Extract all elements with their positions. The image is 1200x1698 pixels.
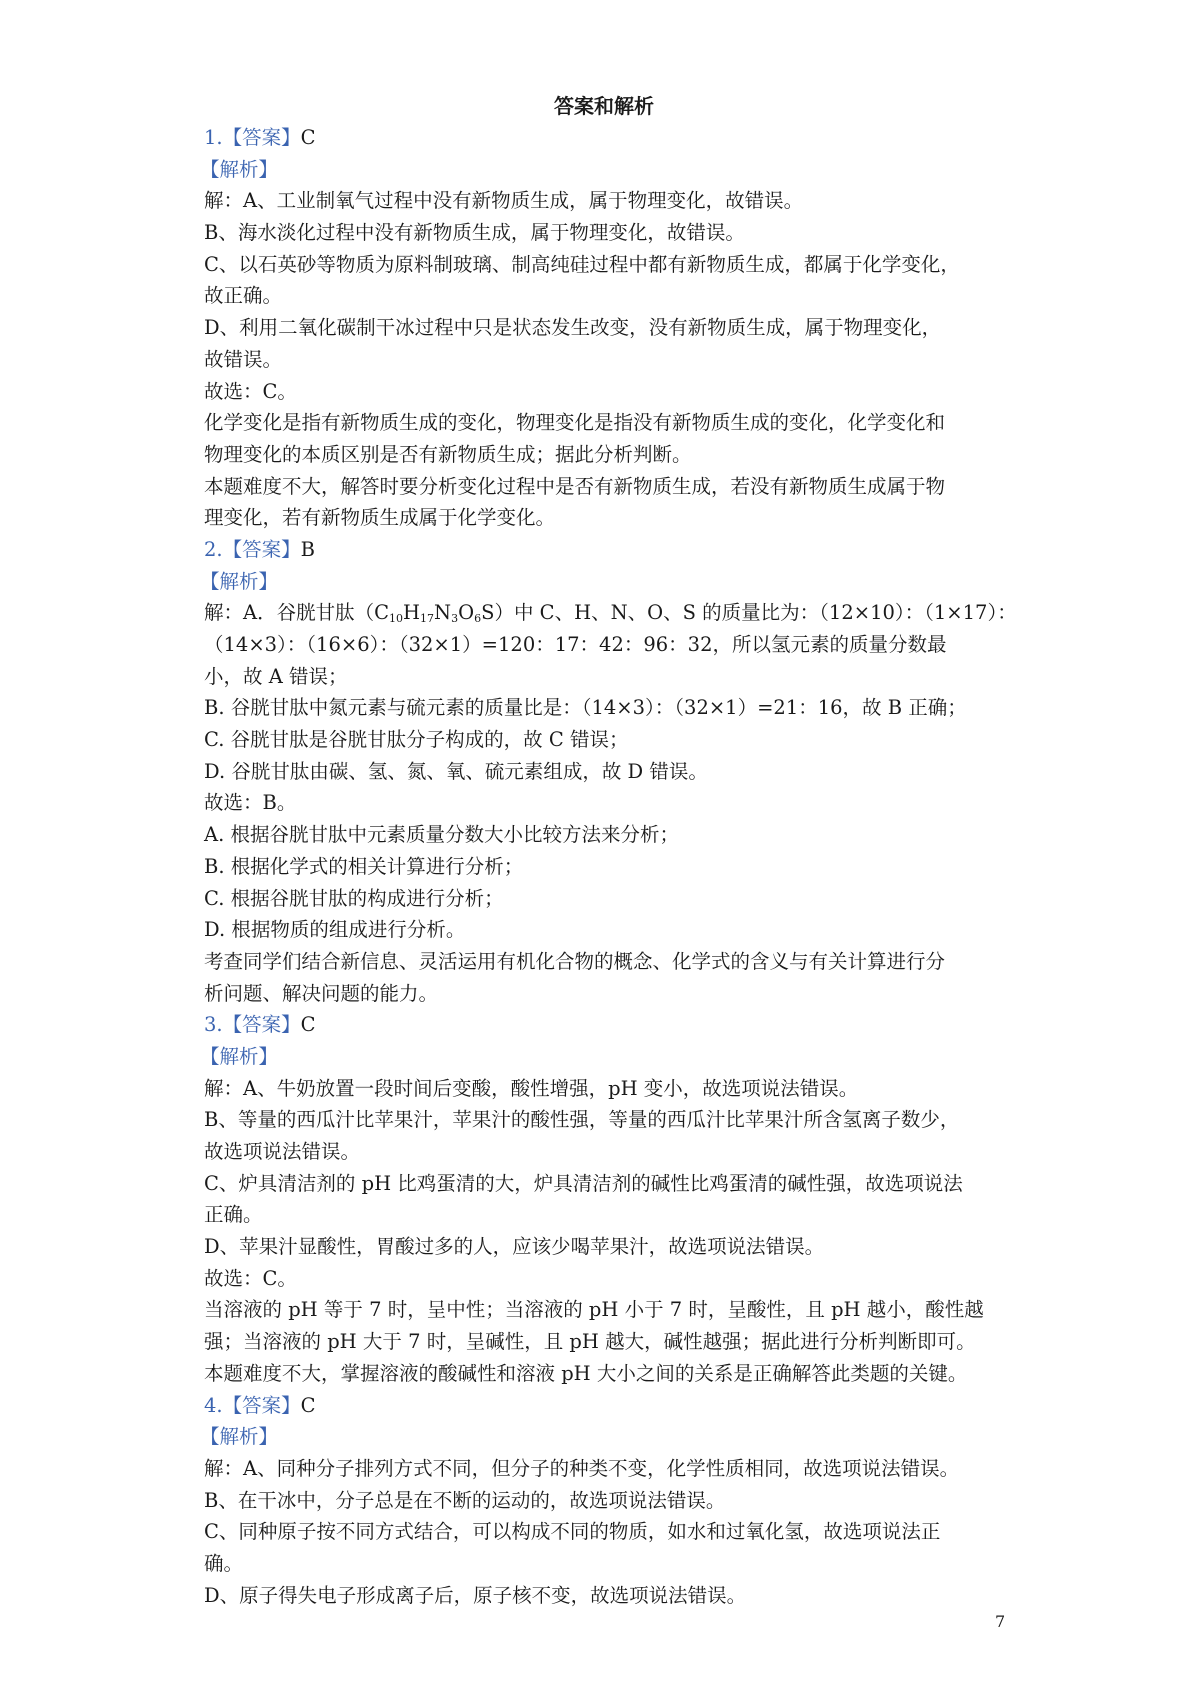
q4-text-line: 确。: [204, 1551, 244, 1575]
formula-suffix: ）中 C、H、N、O、S 的质量比为：（12×10）：（1×17）：: [494, 601, 1017, 625]
formula-element: N: [434, 601, 452, 625]
q3-answer-line: [204, 1009, 1004, 1041]
formula-subscript: 6: [474, 612, 482, 626]
q3-text-line: 强；当溶液的 pH 大于 7 时，呈碱性，且 pH 越大，碱性越强；据此进行分析判断即可。: [204, 1330, 976, 1354]
formula-subscript: 10: [389, 612, 404, 626]
q2-answer-tag: 【答案】: [222, 537, 301, 561]
q3-text-line: C、炉具清洁剂的 pH 比鸡蛋清的大，炉具清洁剂的碱性比鸡蛋清的碱性强，故选项说法: [204, 1171, 963, 1195]
q3-text-line: 正确。: [204, 1203, 263, 1227]
q2-text-line: D. 谷胱甘肽由碳、氢、氮、氧、硫元素组成，故 D 错误。: [204, 759, 708, 783]
q1-analysis-tag: 【解析】: [200, 157, 279, 181]
formula-subscript: 17: [420, 612, 435, 626]
q3-answer-tag: 【答案】: [222, 1013, 301, 1037]
q2-text-line: B. 谷胱甘肽中氮元素与硫元素的质量比是：（14×3）：（32×1）=21：16，故 B 正确；: [204, 696, 967, 720]
q3-text-line: 故选：C。: [204, 1266, 297, 1290]
q3-text-line: 故选项说法错误。: [204, 1140, 361, 1163]
q4-number: 4.: [204, 1393, 223, 1417]
answer-document: [200, 90, 1017, 1611]
q3-answer: C: [300, 1013, 316, 1037]
q1-text-line: D、利用二氧化碳制干冰过程中只是状态发生改变，没有新物质生成，属于物理变化，: [204, 316, 942, 340]
q4-answer: C: [300, 1393, 316, 1417]
q2-answer-line: [204, 534, 1004, 566]
q1-text-line: 本题难度不大，解答时要分析变化过程中是否有新物质生成，若没有新物质生成属于物: [204, 474, 946, 498]
q1-text-line: 化学变化是指有新物质生成的变化，物理变化是指没有新物质生成的变化，化学变化和: [204, 411, 946, 435]
q2-analysis-line: [200, 566, 1004, 598]
q2-formula-line: [204, 597, 1017, 629]
formula-element: H: [403, 601, 421, 625]
q4-text-line: D、原子得失电子形成离子后，原子核不变，故选项说法错误。: [204, 1583, 747, 1607]
q4-text-line: 解：A、同种分子排列方式不同，但分子的种类不变，化学性质相同，故选项说法错误。: [204, 1456, 960, 1480]
formula-element: C: [374, 601, 390, 625]
q1-number: 1.: [204, 126, 223, 149]
q3-analysis-line: [200, 1041, 1004, 1073]
q4-answer-line: [204, 1390, 1004, 1422]
q1-text-line: B、海水淡化过程中没有新物质生成，属于物理变化，故错误。: [204, 221, 745, 245]
q4-analysis-tag: 【解析】: [200, 1425, 279, 1449]
formula-element: S: [481, 601, 495, 625]
formula-element: O: [458, 601, 475, 625]
q4-text-line: C、同种原子按不同方式结合，可以构成不同的物质，如水和过氧化氢，故选项说法正: [204, 1520, 941, 1544]
q2-text-line: A. 根据谷胱甘肽中元素质量分数大小比较方法来分析；: [204, 823, 679, 847]
q2-analysis-tag: 【解析】: [200, 569, 279, 593]
q2-answer: B: [300, 537, 315, 561]
q3-text-line: 本题难度不大，掌握溶液的酸碱性和溶液 pH 大小之间的关系是正确解答此类题的关键。: [204, 1361, 968, 1385]
q3-analysis-tag: 【解析】: [200, 1044, 279, 1068]
q2-text-line: 故选：B。: [204, 791, 297, 815]
q1-answer: C: [300, 126, 316, 149]
q2-text-line: （14×3）：（16×6）：（32×1）=120：17：42：96：32，所以氢元素的质量分数最: [204, 633, 947, 656]
q4-analysis-line: [200, 1421, 1004, 1453]
q2-text-line: 小，故 A 错误；: [204, 664, 348, 688]
page-number: 7: [995, 1612, 1006, 1631]
formula-prefix: 解：A．谷胱甘肽（: [204, 601, 375, 625]
formula-subscript: 3: [451, 612, 459, 626]
q4-answer-tag: 【答案】: [222, 1393, 301, 1417]
q3-number: 3.: [204, 1013, 223, 1037]
q3-text-line: 当溶液的 pH 等于 7 时，呈中性；当溶液的 pH 小于 7 时，呈酸性，且 pH 越小，酸性越: [204, 1298, 984, 1322]
q2-text-line: B. 根据化学式的相关计算进行分析；: [204, 854, 524, 878]
q3-text-line: D、苹果汁显酸性，胃酸过多的人，应该少喝苹果汁，故选项说法错误。: [204, 1235, 825, 1259]
q1-text-line: 解：A、工业制氧气过程中没有新物质生成，属于物理变化，故错误。: [204, 189, 804, 213]
q2-text-line: 考查同学们结合新信息、灵活运用有机化合物的概念、化学式的含义与有关计算进行分: [204, 949, 946, 973]
q1-answer-tag: 【答案】: [222, 126, 301, 149]
q2-text-line: D. 根据物质的组成进行分析。: [204, 918, 466, 942]
q2-number: 2.: [204, 537, 223, 561]
q1-answer-line: [204, 122, 1004, 154]
q2-text-line: C. 根据谷胱甘肽的构成进行分析；: [204, 886, 504, 910]
q2-text-line: 析问题、解决问题的能力。: [204, 981, 439, 1005]
q3-text-line: B、等量的西瓜汁比苹果汁，苹果汁的酸性强，等量的西瓜汁比苹果汁所含氢离子数少，: [204, 1108, 960, 1132]
q1-text-line: 理变化，若有新物质生成属于化学变化。: [204, 506, 556, 530]
page-title: 答案和解析: [554, 94, 654, 118]
q1-text-line: 物理变化的本质区别是否有新物质生成；据此分析判断。: [204, 442, 692, 466]
q1-text-line: C、以石英砂等物质为原料制玻璃、制高纯硅过程中都有新物质生成，都属于化学变化，: [204, 252, 960, 276]
q2-text-line: C. 谷胱甘肽是谷胱甘肽分子构成的，故 C 错误；: [204, 728, 629, 752]
q1-text-line: 故错误。: [204, 347, 283, 371]
q1-text-line: 故选：C。: [204, 379, 297, 403]
q3-text-line: 解：A、牛奶放置一段时间后变酸，酸性增强，pH 变小，故选项说法错误。: [204, 1076, 859, 1100]
q1-text-line: 故正确。: [204, 284, 283, 308]
q4-text-line: B、在干冰中，分子总是在不断的运动的，故选项说法错误。: [204, 1488, 726, 1512]
q1-analysis-line: [200, 154, 1004, 186]
